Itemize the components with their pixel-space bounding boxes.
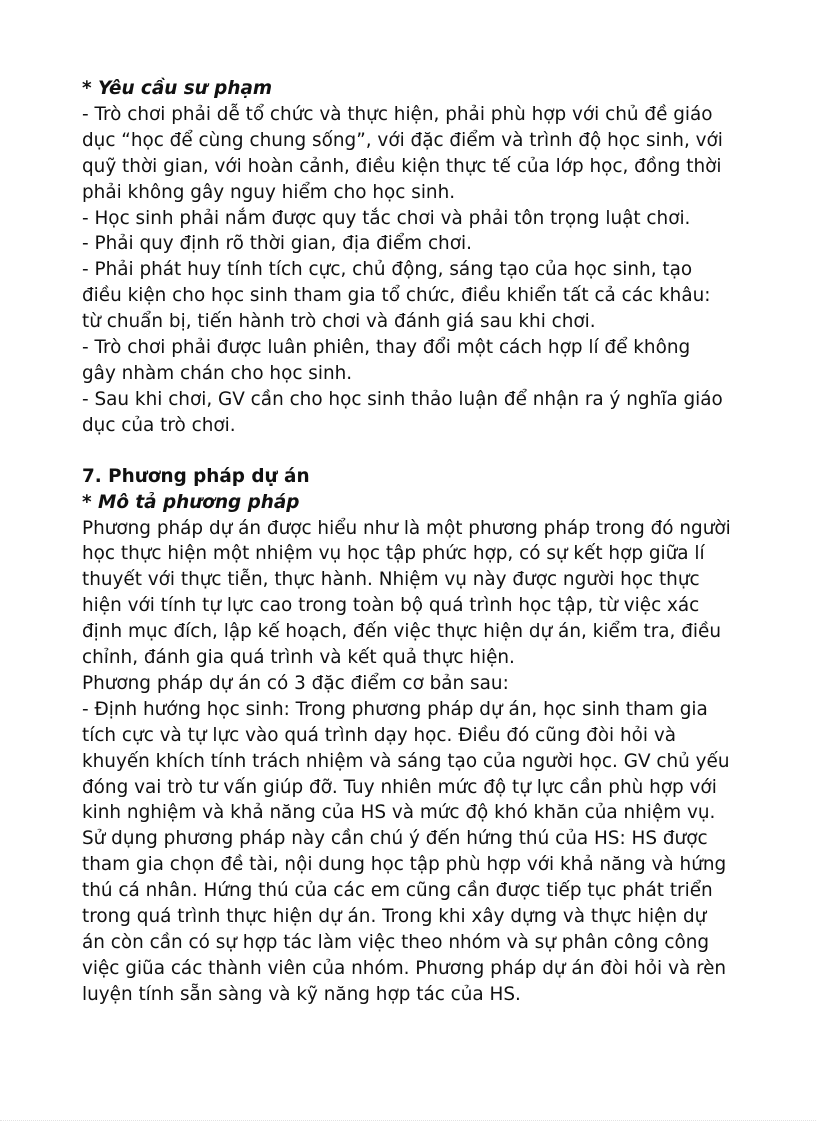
text-line: - Định hướng học sinh: Trong phương pháp dự án, học sinh tham gia xyxy=(82,698,708,720)
text-line: việc giũa các thành viên của nhóm. Phương pháp dự án đòi hỏi và rèn xyxy=(82,957,727,979)
project-method-subheading: * Mô tả phương pháp xyxy=(82,491,300,513)
project-method-heading: 7. Phương pháp dự án xyxy=(82,465,310,487)
project-paragraph-2 xyxy=(82,671,750,697)
text-line: định mục đích, lập kế hoạch, đến việc thực hiện dự án, kiểm tra, điều xyxy=(82,621,721,643)
text-line: án còn cần có sự hợp tác làm việc theo nhóm và sự phân công công xyxy=(82,932,710,953)
text-line: dục của trò chơi. xyxy=(82,414,236,436)
text-line: - Trò chơi phải dễ tổ chức và thực hiện, phải phù hợp với chủ đề giáo xyxy=(82,103,713,125)
text-line: tham gia chọn đề tài, nội dung học tập phù hợp với khả năng và hứng xyxy=(82,854,727,876)
text-line: điều kiện cho học sinh tham gia tổ chức, điều khiển tất cả các khâu: xyxy=(82,285,711,307)
text-line: trong quá trình thực hiện dự án. Trong khi xây dựng và thực hiện dự xyxy=(82,906,707,928)
text-line: - Trò chơi phải được luân phiên, thay đổi một cách hợp lí để không xyxy=(82,337,691,359)
project-paragraph-1 xyxy=(82,516,750,671)
text-line: thú cá nhân. Hứng thú của các em cũng cần được tiếp tục phát triển xyxy=(82,880,713,902)
section-spacer xyxy=(82,439,750,464)
text-line: chỉnh, đánh gia quá trình và kết quả thực hiện. xyxy=(82,647,515,669)
text-line: quỹ thời gian, với hoàn cảnh, điều kiện thực tế của lớp học, đồng thời xyxy=(82,155,722,177)
text-line: từ chuẩn bị, tiến hành trò chơi và đánh giá sau khi chơi. xyxy=(82,311,596,333)
text-line: - Phải phát huy tính tích cực, chủ động, sáng tạo của học sinh, tạo xyxy=(82,259,693,281)
text-line: Phương pháp dự án có 3 đặc điểm cơ bản sau: xyxy=(82,672,509,694)
text-line: kinh nghiệm và khả năng của HS và mức độ khó khăn của nhiệm vụ. xyxy=(82,802,716,824)
text-line: gây nhàm chán cho học sinh. xyxy=(82,362,353,384)
page-bottom-divider xyxy=(0,1120,816,1121)
text-line: - Phải quy định rõ thời gian, địa điểm chơi. xyxy=(82,233,472,255)
project-paragraph-3 xyxy=(82,697,750,1008)
text-line: học thực hiện một nhiệm vụ học tập phức hợp, có sự kết hợp giữa lí xyxy=(82,543,705,565)
text-line: - Sau khi chơi, GV cần cho học sinh thảo luận để nhận ra ý nghĩa giáo xyxy=(82,388,723,410)
pedagogy-lines xyxy=(82,102,750,439)
text-line: - Học sinh phải nắm được quy tắc chơi và phải tôn trọng luật chơi. xyxy=(82,207,691,229)
text-line: thuyết với thực tiễn, thực hành. Nhiệm vụ này được người học thực xyxy=(82,569,700,591)
text-line: Sử dụng phương pháp này cần chú ý đến hứng thú của HS: HS được xyxy=(82,828,708,850)
text-line: dục “học để cùng chung sống”, với đặc điểm và trình độ học sinh, với xyxy=(82,129,723,151)
text-line: khuyến khích tính trách nhiệm và sáng tạo của người học. GV chủ yếu xyxy=(82,750,730,772)
text-line: Phương pháp dự án được hiểu như là một phương pháp trong đó người xyxy=(82,517,731,539)
pedagogy-heading: * Yêu cầu sư phạm xyxy=(82,78,273,99)
text-line: tích cực và tự lực vào quá trình dạy học. Điều đó cũng đòi hỏi và xyxy=(82,724,676,746)
document-page xyxy=(82,76,750,1008)
text-line: phải không gây nguy hiểm cho học sinh. xyxy=(82,181,456,203)
text-line: luyện tính sẵn sàng và kỹ năng hợp tác của HS. xyxy=(82,983,521,1005)
text-line: đóng vai trò tư vấn giúp đỡ. Tuy nhiên mức độ tự lực cần phù hợp với xyxy=(82,776,717,798)
text-line: hiện với tính tự lực cao trong toàn bộ quá trình học tập, từ việc xác xyxy=(82,595,700,617)
